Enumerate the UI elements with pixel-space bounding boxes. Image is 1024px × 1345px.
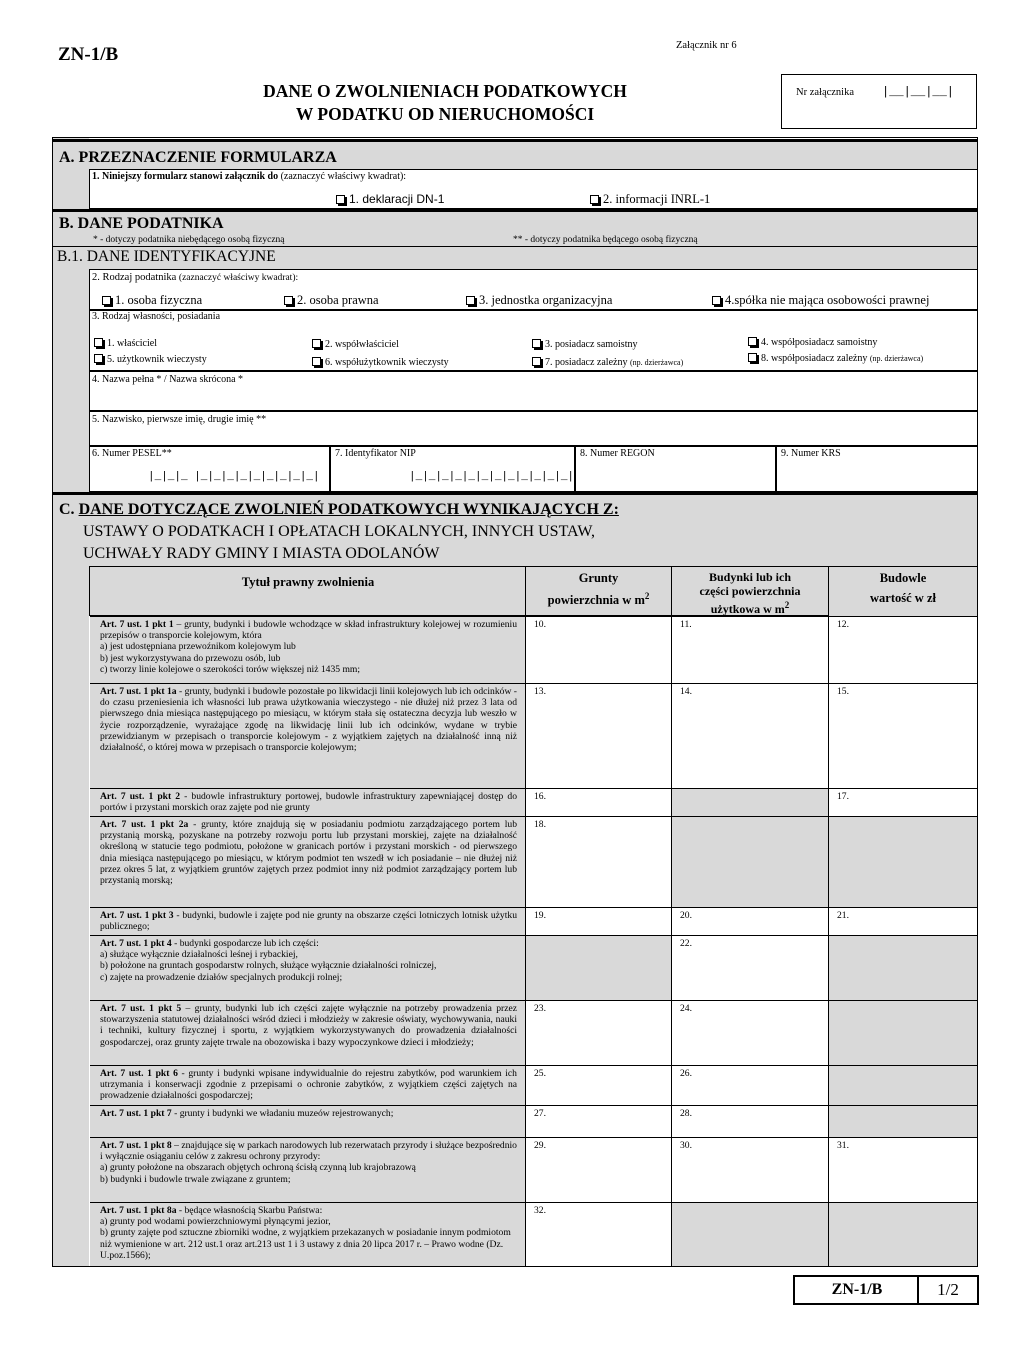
pesel-digits[interactable]: |_|_|_ |_|_|_|_|_|_|_|_|_|	[148, 471, 320, 483]
field-number: 23.	[534, 1003, 546, 1014]
grunty-cell[interactable]	[526, 1138, 672, 1202]
q3-opt8[interactable]	[748, 353, 923, 364]
q3-opt5[interactable]	[94, 354, 207, 365]
legal-basis-subitem: c) tworzy linie kolejowe o szerokości torów większej niż 1435 mm;	[100, 663, 361, 675]
legal-basis-subitem: c) zajęte na prowadzenie działów specjalnych produkcji rolnej;	[100, 971, 343, 983]
legal-basis-subitem: b) budynki i budowle trwale związane z gruntem;	[100, 1173, 291, 1185]
budynki-cell[interactable]	[672, 1138, 829, 1202]
q3-opt3[interactable]	[532, 339, 637, 350]
col-grunty-sup: 2	[644, 591, 650, 601]
q3-opt4[interactable]	[748, 337, 877, 348]
q9-label: 9. Numer KRS	[781, 448, 841, 459]
legal-basis-cell	[90, 1001, 526, 1065]
q5-field[interactable]	[89, 411, 977, 446]
q8-field[interactable]	[575, 446, 776, 492]
budowle-cell[interactable]	[829, 908, 977, 935]
section-b-note1: * - dotyczy podatnika niebędącego osobą fizyczną	[93, 235, 285, 245]
field-number: 17.	[837, 791, 849, 802]
section-c-line2: USTAWY O PODATKACH I OPŁATACH LOKALNYCH, INNYCH USTAW,	[83, 523, 595, 540]
budynki-cell	[672, 817, 829, 907]
legal-basis-subitem: a) grunty pod wodami powierzchniowymi płynącymi jezior,	[100, 1216, 331, 1228]
legal-basis-subitem: b) położone na gruntach gospodarstw rolnych, służące wyłącznie działalności rolniczej,	[100, 960, 437, 972]
field-number: 20.	[680, 910, 692, 921]
field-number: 11.	[680, 619, 692, 630]
table-row	[90, 1000, 977, 1065]
table-row	[90, 788, 977, 816]
col-title-label: Tytuł prawny zwolnienia	[241, 575, 375, 589]
legal-basis-text: – znajdujące się w parkach narodowych lub rezerwatach przyrody i służące bezpośrednio i wyłącznie osiąganiu celów z zakresu ochrony przyrody:	[100, 1140, 517, 1163]
table-row	[90, 616, 977, 683]
opt-informacja[interactable]	[590, 192, 710, 207]
q2-row	[89, 269, 977, 310]
legal-basis-text: - grunty, które znajdują się w posiadaniu podmiotu zarządzającego portem lub przystanią morską, pozyskane na potrzeby rozwoju portu lub przystani morskiej, zajęte na działalność określoną w statucie tego podmiotu, położone w granicach portów i przystani morskich - od pierwszego dnia miesiąca następującego po miesiącu, w którym podmiot ten wszedł w ich posiadanie – nie dłużej niż przez okres 5 lat, z wyjątkiem gruntów zajętych przez podmiot inny niż podmiot zarządzający portem lub przystanią morską;	[100, 819, 517, 887]
q3-opt3-label: 3. posiadacz samoistny	[545, 339, 638, 350]
col-grunty-line1: Grunty	[578, 571, 619, 585]
col-budynki-line3: użytkowa w m	[710, 602, 785, 616]
legal-basis-text: - grunty i budynki wpisane indywidualnie do rejestru zabytków, pod warunkiem ich utrzymania i konserwacji zgodnie z przepisami o ochronie zabytków, z wyjątkiem części zajętych na prowadzenie działalności gospodarczej;	[100, 1068, 517, 1102]
q3-opt6-label: 6. współużytkownik wieczysty	[325, 357, 449, 368]
legal-basis-subitem: a) jest udostępniana przewoźnikom kolejowym lub	[100, 641, 296, 653]
table-header	[89, 566, 977, 616]
form-code: ZN-1/B	[58, 44, 119, 65]
budynki-cell[interactable]	[672, 684, 829, 788]
q3-opt8-label: 8. współposiadacz zależny	[761, 353, 868, 364]
field-number: 12.	[837, 619, 849, 630]
nip-digits[interactable]: |_|_|_|_|_|_|_|_|_|_|_|_|	[409, 471, 575, 483]
checkbox-icon[interactable]	[284, 296, 293, 305]
grunty-cell[interactable]	[526, 789, 672, 816]
legal-basis-article: Art. 7 ust. 1 pkt 1a	[100, 686, 177, 697]
grunty-cell[interactable]	[526, 817, 672, 907]
q8-label: 8. Numer REGON	[580, 448, 655, 459]
budowle-cell[interactable]	[829, 789, 977, 816]
q3-opt5-label: 5. użytkownik wieczysty	[107, 354, 207, 365]
legal-basis-article: Art. 7 ust. 1 pkt 8	[100, 1140, 172, 1151]
legal-basis-text: - budynki gospodarcze lub ich części:	[171, 938, 319, 949]
attachment-number-box[interactable]	[781, 74, 977, 129]
section-b-note2: ** - dotyczy podatnika będącego osobą fizyczną	[513, 235, 698, 245]
budowle-cell	[829, 1106, 977, 1137]
grunty-cell[interactable]	[526, 1106, 672, 1137]
legal-basis-article: Art. 7 ust. 1 pkt 2a	[100, 819, 189, 830]
footer-page: 1/2	[937, 1280, 959, 1299]
section-b-header	[53, 209, 977, 246]
footer-box	[793, 1275, 979, 1305]
field-number: 18.	[534, 819, 546, 830]
col-budynki-line2: części powierzchnia	[699, 584, 801, 598]
opt-informacja-label: 2. informacji INRL-1	[603, 192, 711, 206]
col-grunty-header	[526, 567, 672, 615]
attachment-label: Załącznik nr 6	[676, 40, 737, 51]
grunty-cell[interactable]	[526, 684, 672, 788]
legal-basis-cell	[90, 1106, 526, 1137]
legal-basis-cell	[90, 936, 526, 1000]
legal-basis-subitem: b) jest wykorzystywana do przewozu osób, lub	[100, 652, 281, 664]
col-budowle-header	[829, 567, 977, 616]
table-row	[90, 1065, 977, 1105]
field-number: 21.	[837, 910, 849, 921]
field-number: 22.	[680, 938, 692, 949]
opt-deklaracja[interactable]	[336, 192, 444, 207]
budowle-cell[interactable]	[829, 617, 977, 683]
budynki-cell[interactable]	[672, 1066, 829, 1105]
section-c-prefix: C.	[59, 501, 79, 518]
col-budowle-line2: wartość w zł	[870, 591, 936, 605]
grunty-cell[interactable]	[526, 617, 672, 683]
grunty-cell[interactable]	[526, 1066, 672, 1105]
field-number: 19.	[534, 910, 546, 921]
checkbox-icon[interactable]	[532, 339, 541, 348]
table-row	[90, 1202, 977, 1266]
form-title	[190, 80, 700, 126]
q2-opt4-label: 4.spółka nie mająca osobowości prawnej	[725, 293, 930, 307]
field-number: 28.	[680, 1108, 692, 1119]
b1-title: B.1. DANE IDENTYFIKACYJNE	[57, 248, 276, 265]
q5-label: 5. Nazwisko, pierwsze imię, drugie imię **	[92, 414, 267, 425]
grunty-cell[interactable]	[526, 1001, 672, 1065]
section-a-title: A. PRZEZNACZENIE FORMULARZA	[59, 149, 337, 166]
grunty-cell	[526, 936, 672, 1000]
col-grunty-line2: powierzchnia w m	[547, 593, 645, 608]
legal-basis-cell	[90, 817, 526, 907]
field-number: 30.	[680, 1140, 692, 1151]
q3-opt1[interactable]	[94, 338, 157, 349]
field-number: 32.	[534, 1205, 546, 1216]
form-title-line2: W PODATKU OD NIERUCHOMOŚCI	[295, 104, 595, 124]
checkbox-icon[interactable]	[748, 337, 757, 346]
budowle-cell	[829, 1001, 977, 1065]
section-a-header	[53, 139, 977, 169]
field-number: 26.	[680, 1068, 692, 1079]
section-a-q1	[89, 169, 977, 209]
table-bottom-line	[53, 1266, 978, 1267]
legal-basis-subitem: a) służące wyłącznie działalności leśnej i rybackiej,	[100, 949, 298, 961]
legal-basis-cell	[90, 789, 526, 816]
checkbox-icon[interactable]	[312, 357, 321, 366]
field-number: 25.	[534, 1068, 546, 1079]
legal-basis-article: Art. 7 ust. 1 pkt 7	[100, 1108, 172, 1119]
footer-code: ZN-1/B	[831, 1281, 883, 1298]
budowle-cell[interactable]	[829, 684, 977, 788]
q1-label: 1. Niniejszy formularz stanowi załącznik do	[92, 171, 279, 182]
q4-label: 4. Nazwa pełna * / Nazwa skrócona *	[92, 374, 244, 385]
budynki-cell	[672, 789, 829, 816]
legal-basis-article: Art. 7 ust. 1 pkt 5	[100, 1003, 182, 1014]
q7-label: 7. Identyfikator NIP	[335, 448, 416, 459]
checkbox-icon[interactable]	[466, 296, 475, 305]
legal-basis-subitem: b) grunty zajęte pod sztuczne zbiorniki wodne, z wyjątkiem przekazanych w posiadanie innym podmiotom niż wymienione w art. 212 ust.1 oraz art.213 ust 1 i 3 ustawy z dnia 20 lipca 2017 r. – Prawo wodne (Dz. U.poz.1566);	[100, 1227, 511, 1261]
legal-basis-cell	[90, 1203, 526, 1266]
budowle-cell	[829, 817, 977, 907]
legal-basis-text: - budowle infrastruktury portowej, budowle infrastruktury zapewniającej dostęp do portów i przystani morskich oraz zajęte pod nie grunty	[100, 791, 517, 814]
q3-opt6[interactable]	[312, 357, 449, 368]
section-c-title-text: DANE DOTYCZĄCE ZWOLNIEŃ PODATKOWYCH WYNIKAJĄCYCH Z:	[78, 501, 619, 518]
q2-opt2[interactable]	[284, 293, 379, 308]
field-number: 29.	[534, 1140, 546, 1151]
q2-opt3-label: 3. jednostka organizacyjna	[479, 293, 613, 307]
field-number: 24.	[680, 1003, 692, 1014]
legal-basis-article: Art. 7 ust. 1 pkt 4	[100, 938, 172, 949]
checkbox-icon[interactable]	[748, 353, 757, 362]
table-row	[90, 1137, 977, 1202]
checkbox-icon[interactable]	[94, 338, 103, 347]
field-number: 14.	[680, 686, 692, 697]
budowle-cell	[829, 1066, 977, 1105]
field-number: 10.	[534, 619, 546, 630]
table-row	[90, 907, 977, 935]
q6-label: 6. Numer PESEL**	[92, 448, 172, 459]
q1-hint: (zaznaczyć właściwy kwadrat):	[280, 171, 407, 182]
left-margin	[53, 138, 89, 1266]
q3-opt7-hint: (np. dzierżawca)	[629, 358, 684, 367]
legal-basis-cell	[90, 684, 526, 788]
q3-opt8-hint: (np. dzierżawca)	[869, 354, 924, 363]
q9-field[interactable]	[776, 446, 977, 492]
legal-basis-text: - grunty, budynki i budowle pozostałe po likwidacji linii kolejowych lub ich odcinków - do czasu przeniesienia ich własności lub prawa użytkowania wieczystego - nie dłużej niż przez 3 lata od pierwszego dnia miesiąca następującego po miesiącu, w którym stała się ostateczna decyzja lub weszło w życie rozporządzenie, wyrażające zgodę na likwidację linii lub ich odcinków, wydane w trybie przewidzianym w przepisach o transporcie kolejowym - z wyjątkiem zajętych na działalność inną niż działalność, o której mowa w przepisach o transporcie kolejowym;	[100, 686, 517, 754]
legal-basis-article: Art. 7 ust. 1 pkt 2	[100, 791, 181, 802]
q2-label: 2. Rodzaj podatnika	[92, 272, 177, 283]
grunty-cell[interactable]	[526, 908, 672, 935]
q2-opt1[interactable]	[102, 293, 202, 308]
budynki-cell	[672, 1203, 829, 1266]
q3-opt2-label: 2. współwłaściciel	[325, 339, 399, 350]
col-budynki-header	[672, 567, 829, 615]
checkbox-icon[interactable]	[312, 339, 321, 348]
col-budynki-sup: 2	[784, 600, 790, 610]
section-c-title	[59, 501, 619, 519]
q2-opt1-label: 1. osoba fizyczna	[115, 293, 203, 307]
q3-label: 3. Rodzaj własności, posiadania	[92, 311, 221, 322]
table-row	[90, 683, 977, 788]
legal-basis-cell	[90, 617, 526, 683]
legal-basis-subitem: a) grunty położone na obszarach objętych ochroną ścisłą czynną lub krajobrazową	[100, 1162, 416, 1174]
budynki-cell[interactable]	[672, 908, 829, 935]
form-title-line1: DANE O ZWOLNIENIACH PODATKOWYCH	[263, 81, 627, 101]
opt-deklaracja-label: 1. deklaracji DN-1	[349, 192, 445, 206]
q3-row	[89, 310, 977, 371]
table-row	[90, 816, 977, 907]
q6-field[interactable]	[89, 446, 330, 492]
legal-basis-text: – grunty, budynki i budowle wchodzące w skład infrastruktury kolejowej w rozumieniu przepisów o transporcie kolejowym, która	[100, 619, 517, 642]
legal-basis-article: Art. 7 ust. 1 pkt 1	[100, 619, 174, 630]
q3-opt7[interactable]	[532, 357, 683, 368]
budynki-cell[interactable]	[672, 1001, 829, 1065]
q3-opt7-label: 7. posiadacz zależny	[545, 357, 628, 368]
q2-hint: (zaznaczyć właściwy kwadrat):	[178, 273, 299, 283]
q2-opt2-label: 2. osoba prawna	[297, 293, 379, 307]
grunty-cell[interactable]	[526, 1203, 672, 1266]
budynki-cell[interactable]	[672, 1106, 829, 1137]
legal-basis-text: – grunty, budynki lub ich części zajęte wyłącznie na potrzeby prowadzenia przez stowarzyszenia statutowej działalności wśród dzieci i młodzieży w zakresie oświaty, wychowywania, nauki i techniki, kultury fizycznej i sportu, z wyjątkiem wykorzystywanych do prowadzenia działalności gospodarczej, oraz grunty zajęte trwale na obozowiska i bazy wypoczynkowe dzieci i młodzieży;	[100, 1003, 517, 1048]
q3-opt4-label: 4. współposiadacz samoistny	[761, 337, 878, 348]
b1-header	[53, 246, 977, 269]
legal-basis-article: Art. 7 ust. 1 pkt 8a	[100, 1205, 177, 1216]
legal-basis-article: Art. 7 ust. 1 pkt 6	[100, 1068, 178, 1079]
legal-basis-text: - budynki, budowle i zajęte pod nie grunty na obszarze części lotniczych lotnisk użytku publicznego;	[100, 910, 517, 933]
checkbox-icon[interactable]	[712, 296, 721, 305]
legal-basis-cell	[90, 908, 526, 935]
field-number: 15.	[837, 686, 849, 697]
legal-basis-text: - grunty i budynki we władaniu muzeów rejestrowanych;	[171, 1108, 394, 1119]
field-number: 27.	[534, 1108, 546, 1119]
budynki-cell[interactable]	[672, 936, 829, 1000]
q3-opt1-label: 1. właściciel	[107, 338, 157, 349]
legal-basis-article: Art. 7 ust. 1 pkt 3	[100, 910, 174, 921]
checkbox-icon[interactable]	[532, 357, 541, 366]
legal-basis-cell	[90, 1138, 526, 1202]
legal-basis-text: - będące własnością Skarbu Państwa:	[176, 1205, 323, 1216]
budowle-cell[interactable]	[829, 1138, 977, 1202]
field-number: 13.	[534, 686, 546, 697]
attachment-number-label: Nr załącznika	[796, 87, 855, 98]
checkbox-icon[interactable]	[102, 296, 111, 305]
budynki-cell[interactable]	[672, 617, 829, 683]
budowle-cell	[829, 1203, 977, 1266]
q2-opt4[interactable]	[712, 293, 929, 308]
budowle-cell	[829, 936, 977, 1000]
col-budowle-line1: Budowle	[879, 571, 927, 585]
checkbox-icon[interactable]	[590, 195, 599, 204]
checkbox-icon[interactable]	[94, 354, 103, 363]
table-row	[90, 935, 977, 1000]
q2-opt3[interactable]	[466, 293, 612, 308]
section-c-line3: UCHWAŁY RADY GMINY I MIASTA ODOLANÓW	[83, 545, 440, 562]
attachment-number-field[interactable]: |__|__|__|	[882, 85, 955, 99]
q4-field[interactable]	[89, 371, 977, 411]
col-budynki-line1: Budynki lub ich	[708, 570, 792, 584]
field-number: 31.	[837, 1140, 849, 1151]
q7-field[interactable]	[330, 446, 575, 492]
q3-opt2[interactable]	[312, 339, 399, 350]
field-number: 16.	[534, 791, 546, 802]
col-title-header	[90, 567, 526, 615]
checkbox-icon[interactable]	[336, 195, 345, 204]
section-c-header	[53, 492, 977, 566]
section-b-title: B. DANE PODATNIKA	[59, 215, 224, 232]
table-row	[90, 1105, 977, 1137]
legal-basis-cell	[90, 1066, 526, 1105]
